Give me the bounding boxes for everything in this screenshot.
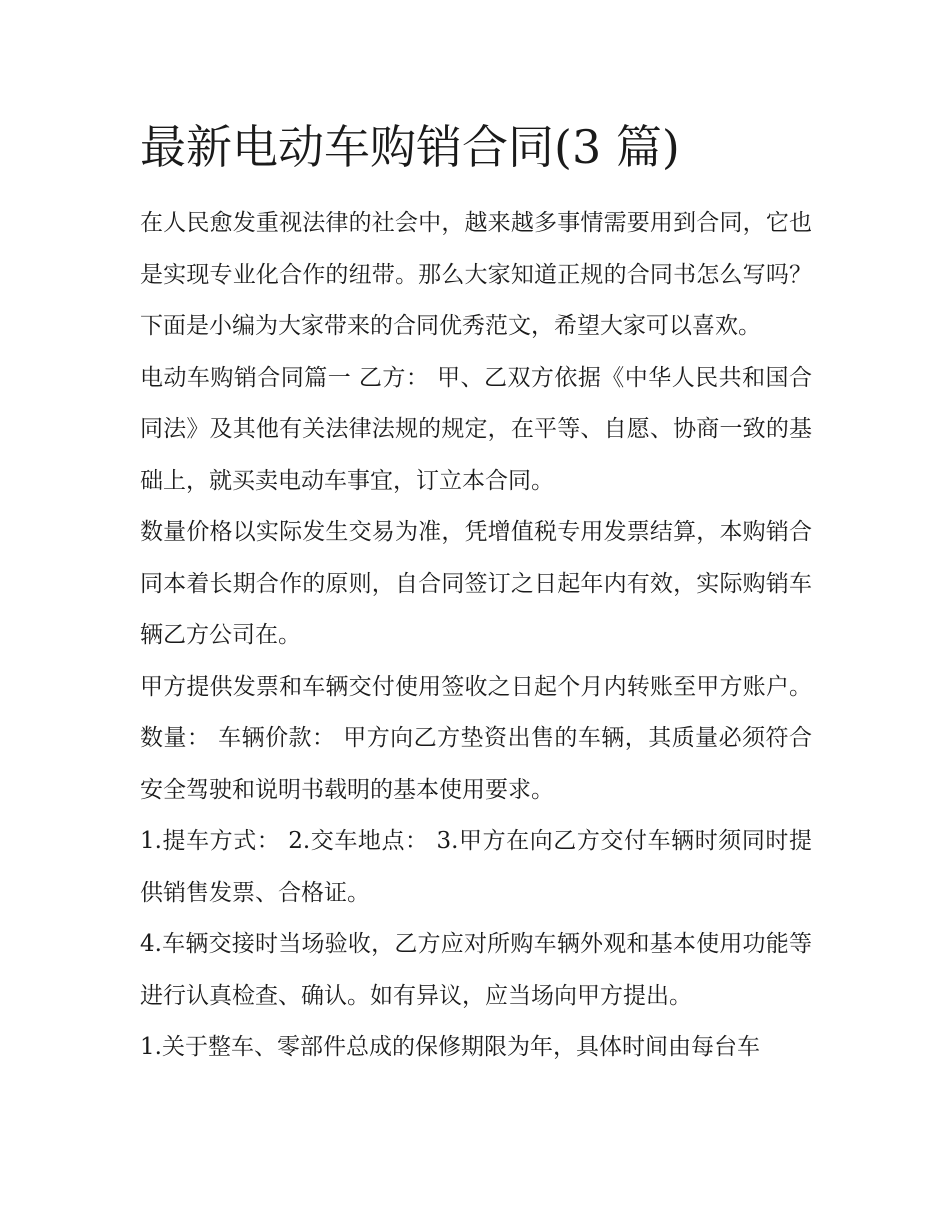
paragraph-inspection: 4.车辆交接时当场验收，乙方应对所购车辆外观和基本使用功能等进行认真检查、确认。如有异议，应当场向甲方提出。	[140, 931, 812, 1009]
paragraph-warranty: 1.关于整车、零部件总成的保修期限为年，具体时间由每台车	[140, 1034, 760, 1060]
paragraph-contract-one: 电动车购销合同篇一 乙方： 甲、乙双方依据《中华人民共和国合同法》及其他有关法律法规的规定，在平等、自愿、协商一致的基础上，就买卖电动车事宜，订立本合同。	[140, 364, 812, 494]
paragraph-intro: 在人民愈发重视法律的社会中，越来越多事情需要用到合同，它也是实现专业化合作的纽带。那么大家知道正规的合同书怎么写吗？下面是小编为大家带来的合同优秀范文，希望大家可以喜欢。	[140, 210, 812, 339]
paragraph-delivery: 1.提车方式： 2.交车地点： 3.甲方在向乙方交付车辆时须同时提供销售发票、合格证。	[140, 828, 812, 906]
paragraph-payment: 甲方提供发票和车辆交付使用签收之日起个月内转账至甲方账户。 数量： 车辆价款： 甲方向乙方垫资出售的车辆，其质量必须符合安全驾驶和说明书载明的基本使用要求。	[140, 673, 812, 803]
paragraph-quantity-price: 数量价格以实际发生交易为准，凭增值税专用发票结算，本购销合同本着长期合作的原则，自合同签订之日起年内有效，实际购销车辆乙方公司在。	[140, 519, 812, 648]
document-title: 最新电动车购销合同(3 篇)	[140, 120, 680, 174]
document-body	[140, 198, 812, 1074]
